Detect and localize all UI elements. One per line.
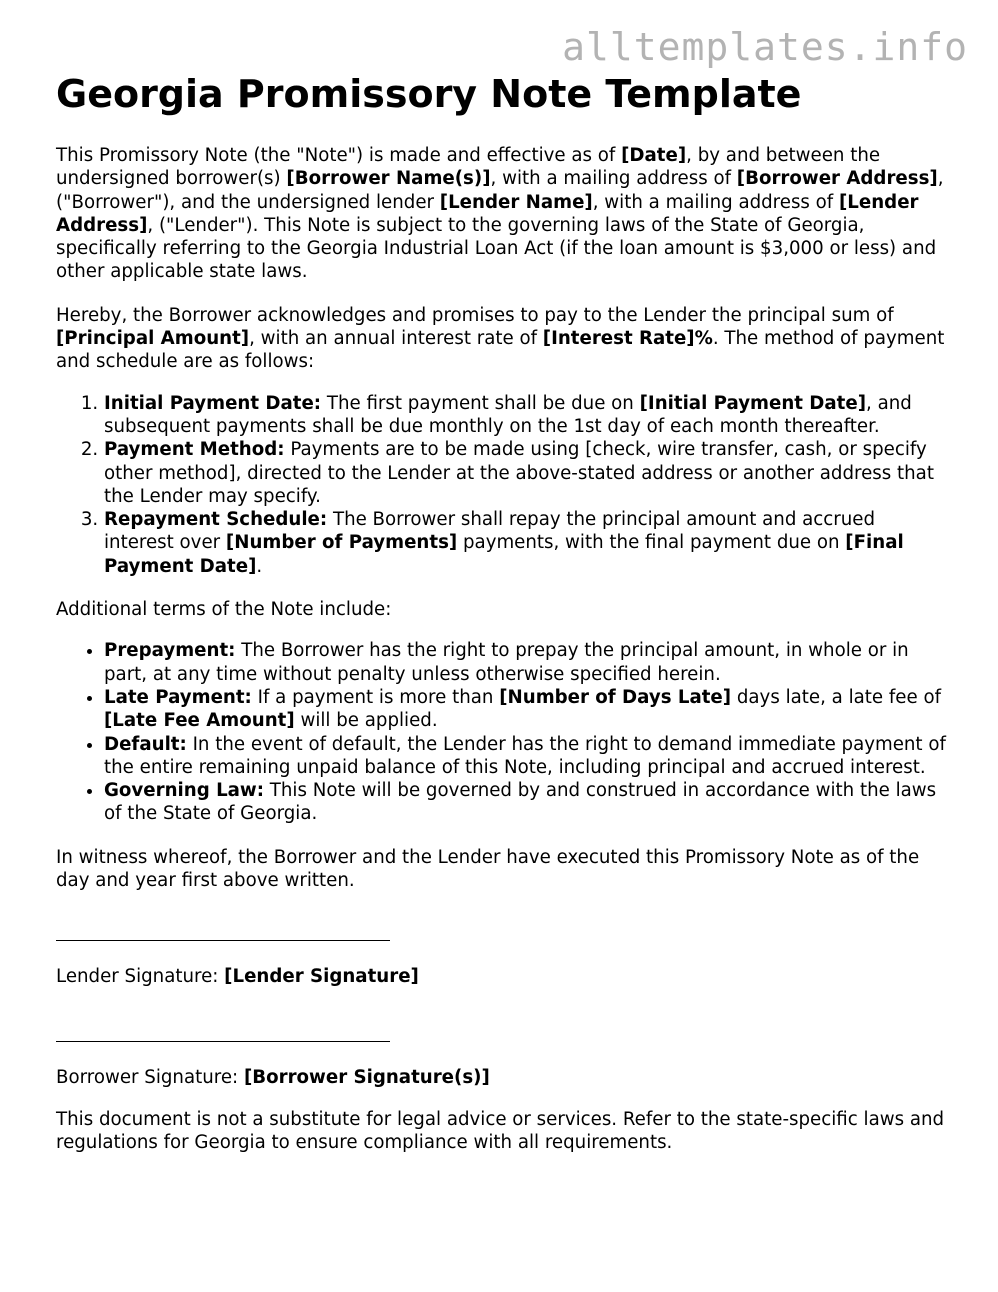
intro-text: , by and between the undersigned borrower(s) [56, 145, 881, 190]
borrower-name-placeholder: [Borrower Name(s)] [286, 168, 491, 190]
additional-terms-list [56, 639, 948, 825]
term-label: Default: [104, 733, 187, 755]
principal-amount-placeholder: [Principal Amount] [56, 328, 250, 350]
intro-text: This Promissory Note (the "Note") is made and effective as of [56, 145, 622, 166]
intro-text: , ("Lender"). This Note is subject to the governing laws of the State of Georgia, specifically referring to the Georgia Industrial Loan Act (if the loan amount is $3,000 or less) and other applicable state laws. [56, 214, 937, 283]
principal-text: Hereby, the Borrower acknowledges and promises to pay to the Lender the principal sum of [56, 304, 894, 326]
final-payment-date-placeholder: [Final Payment Date] [104, 532, 904, 577]
intro-text: , with a mailing address of [592, 191, 839, 213]
principal-paragraph [56, 304, 948, 374]
term-label: Payment Method: [104, 439, 285, 461]
disclaimer-paragraph: This document is not a substitute for legal advice or services. Refer to the state-specific laws and regulations for Georgia to ensure compliance with all requirements. [56, 1108, 945, 1154]
additional-terms-intro: Additional terms of the Note include: [56, 599, 392, 621]
principal-text: . The method of payment and schedule are as follows: [56, 328, 945, 373]
term-label: Governing Law: [104, 780, 265, 802]
term-label: Late Payment: [104, 686, 252, 708]
list-item [104, 438, 948, 508]
lender-signature-label [56, 965, 948, 988]
late-fee-placeholder: [Late Fee Amount] [104, 710, 295, 732]
borrower-signature-label [56, 1066, 948, 1089]
initial-payment-date-placeholder: [Initial Payment Date] [639, 392, 867, 414]
list-item [104, 779, 948, 826]
term-text: This Note will be governed by and construed in accordance with the laws of the State of Georgia. [104, 780, 937, 825]
term-text: In the event of default, the Lender has the right to demand immediate payment of the entire remaining unpaid balance of this Note, including principal and accrued interest. [104, 733, 946, 778]
lender-name-placeholder: [Lender Name] [439, 191, 593, 213]
term-label: Initial Payment Date: [104, 392, 322, 414]
term-text: The first payment shall be due on [321, 392, 640, 414]
borrower-address-placeholder: [Borrower Address] [736, 168, 938, 190]
intro-text: , with a mailing address of [490, 168, 737, 190]
days-late-placeholder: [Number of Days Late] [499, 686, 732, 708]
list-item [104, 733, 948, 780]
signature-label-text: Borrower Signature: [56, 1066, 244, 1088]
term-text: The Borrower shall repay the principal amount and accrued interest over [104, 509, 876, 554]
number-of-payments-placeholder: [Number of Payments] [225, 532, 458, 554]
watermark-text: alltemplates.info [562, 25, 968, 69]
term-label: Prepayment: [104, 640, 236, 662]
signature-label-text: Lender Signature: [56, 966, 225, 988]
payment-terms-list [56, 392, 948, 578]
lender-address-placeholder: [Lender Address] [56, 191, 919, 236]
list-item [104, 686, 948, 733]
document-title: Georgia Promissory Note Template [56, 72, 802, 116]
term-text: Payments are to be made using [check, wire transfer, cash, or specify other method], directed to the Lender at the above-stated address or another address that the Lender may specify. [104, 439, 934, 507]
borrower-signature-placeholder: [Borrower Signature(s)] [243, 1066, 490, 1088]
term-text: days late, a late fee of [731, 686, 941, 708]
intro-text: , ("Borrower"), and the undersigned lender [56, 168, 944, 213]
document-page [56, 70, 948, 1155]
term-text: , and subsequent payments shall be due monthly on the 1st day of each month thereafter. [104, 392, 912, 437]
list-item [104, 639, 948, 686]
term-text: If a payment is more than [251, 686, 500, 708]
borrower-signature-line [56, 1023, 390, 1042]
principal-text: , with an annual interest rate of [249, 328, 543, 350]
term-text: . [256, 555, 263, 577]
term-text: The Borrower has the right to prepay the principal amount, in whole or in part, at any time without penalty unless otherwise specified herein. [104, 640, 909, 685]
list-item [104, 508, 948, 578]
intro-paragraph [56, 144, 948, 284]
list-item [104, 392, 948, 439]
witness-paragraph: In witness whereof, the Borrower and the Lender have executed this Promissory Note as of the day and year first above written. [56, 846, 920, 892]
term-text: payments, with the final payment due on [457, 532, 846, 554]
term-text: will be applied. [294, 710, 438, 732]
lender-signature-line [56, 922, 390, 941]
date-placeholder: [Date] [621, 145, 687, 166]
term-label: Repayment Schedule: [104, 509, 328, 531]
interest-rate-placeholder: [Interest Rate]% [542, 328, 713, 350]
lender-signature-placeholder: [Lender Signature] [224, 966, 419, 988]
